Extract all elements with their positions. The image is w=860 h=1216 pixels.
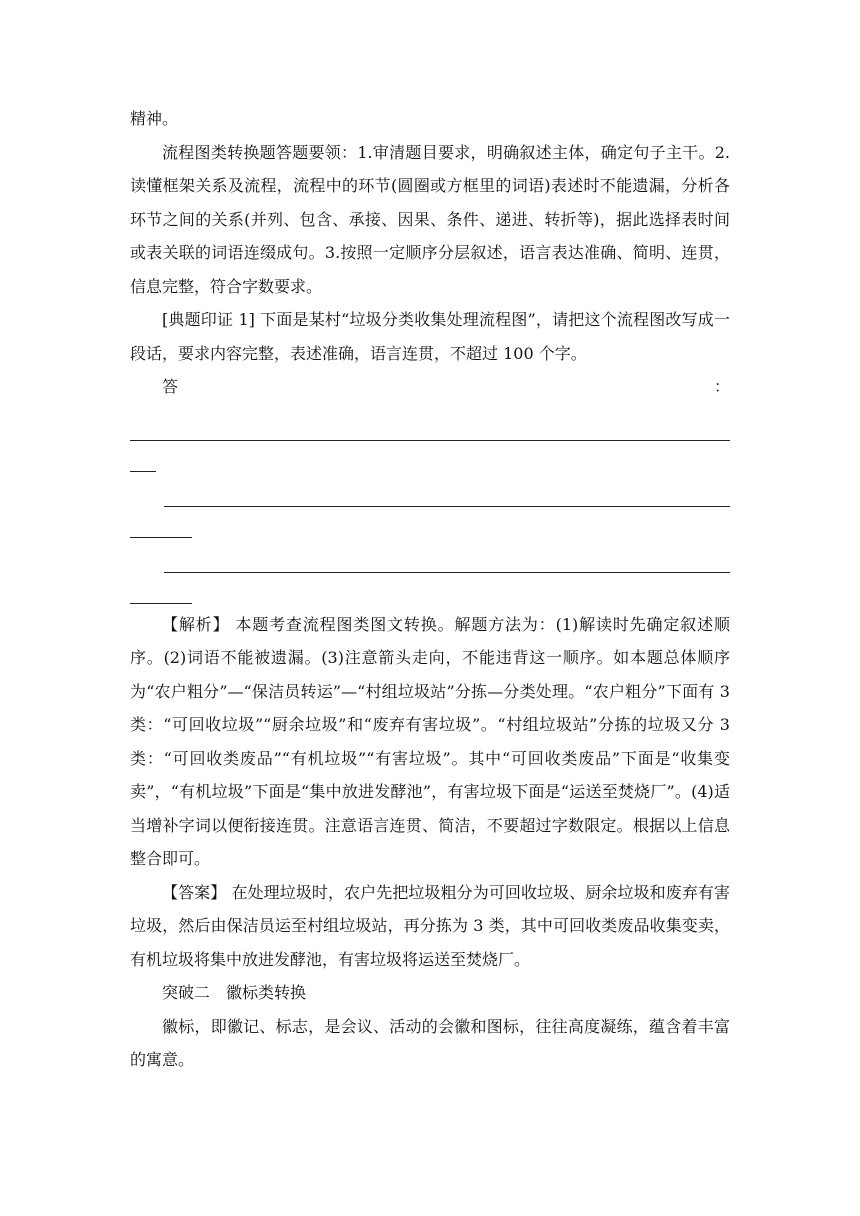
analysis-label: 【解析】 [162,614,230,634]
paragraph-answer-tips: 流程图类转换题答题要领：1.审清题目要求，明确叙述主体，确定句子主干。2.读懂框架关系及流程，流程中的环节(圆圈或方框里的词语)表述时不能遗漏，分析各环节之间的关系(并列、包含、承接、因果、条件、递进、转折等)，据此选择表时间或表关联的词语连缀成句。3.按照一定顺序分层叙述，语言表达准确、简明、连贯，信息完整，符合字数要求。 [130,142,730,296]
answer-line-2[interactable] [164,476,730,507]
paragraph-example-question: [典题印证 1] 下面是某村“垃圾分类收集处理流程图”，请把这个流程图改写成一段话，要求内容完整，表述准确，语言连贯，不超过 100 个字。 [130,310,730,363]
paragraph-answer-key [130,876,730,977]
answer-colon: ： [713,377,730,396]
analysis-text: 本题考查流程图类图文转换。解题方法为：(1)解读时先确定叙述顺序。(2)词语不能被遗漏。(3)注意箭头走向，不能违背这一顺序。如本题总体顺序为“农户粗分”—“保洁员转运”—“村组垃圾站”分拣—分类处理。“农户粗分”下面有 3 类：“可回收垃圾”“厨余垃圾”和“废弃有害垃圾”。“村组垃圾站”分拣的垃圾又分 3 类：“可回收类废品”“有机垃圾”“有害垃圾”。其中“可回收类废品”下面是“收集变卖”，“有机垃圾”下面是“集中放进发酵池”，有害垃圾下面是“运送至焚烧厂”。(4)适当增补字词以便衔接连贯。注意语言连贯、简洁，不要超过字数限定。根据以上信息整合即可。 [130,614,730,868]
answer-key-label: 【答案】 [162,882,227,902]
paragraph-logo-intro: 徽标，即徽记、标志，是会议、活动的会徽和图标，往往高度凝练，蕴含着丰富的寓意。 [130,1016,730,1069]
answer-key-text: 在处理垃圾时，农户先把垃圾粗分为可回收垃圾、厨余垃圾和废弃有害垃圾，然后由保洁员运至村组垃圾站，再分拣为 3 类，其中可回收类废品收集变卖，有机垃圾将集中放进发酵池，有害垃圾将运送至焚烧厂。 [130,882,730,969]
answer-line-3-tail [130,573,192,604]
answer-line-1[interactable] [130,410,730,441]
answer-line-3[interactable] [164,542,730,573]
answer-line-1-tail [130,441,156,472]
paragraph-analysis [130,608,730,876]
answer-label: 答 [162,377,179,396]
document-page [130,102,730,1077]
answer-prompt-row [130,370,730,404]
section-title: 突破二 徽标类转换 [162,983,307,1002]
answer-line-2-tail [130,507,192,538]
paragraph-continuation: 精神。 [130,109,179,128]
